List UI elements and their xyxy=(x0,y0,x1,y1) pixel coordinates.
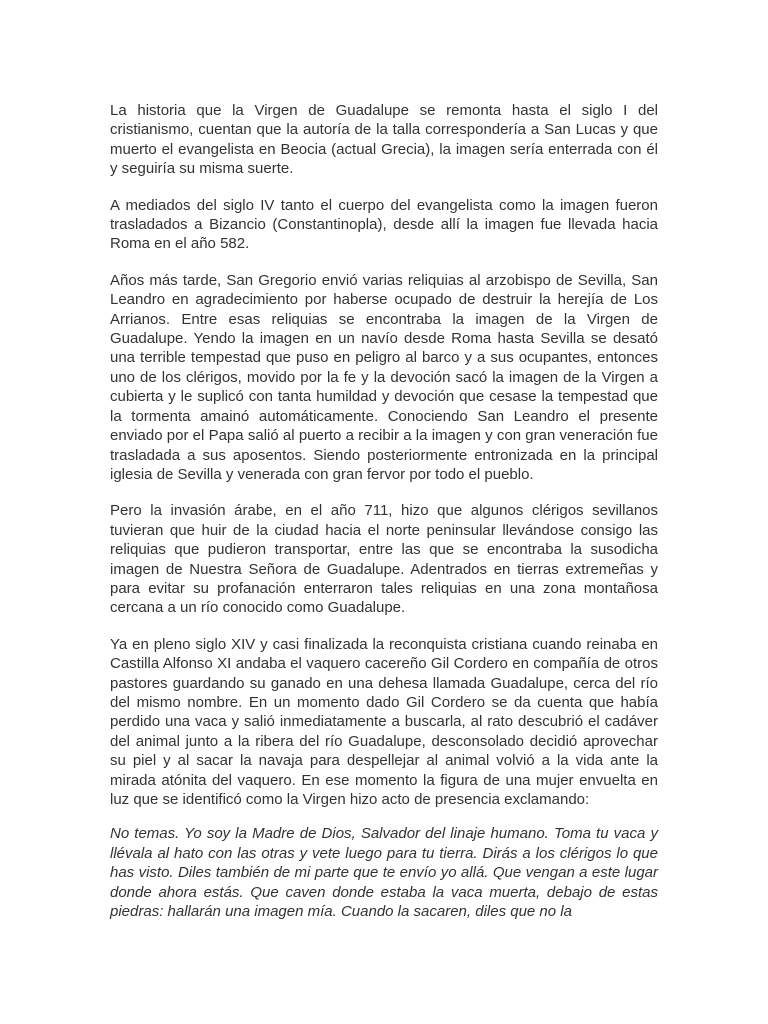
document-body xyxy=(110,101,658,921)
paragraph-invasion-arabe: Pero la invasión árabe, en el año 711, hizo que algunos clérigos sevillanos tuvieran que huir de la ciudad hacia el norte peninsular llevándose consigo las reliquias que pudieron transportar, entre las que se encontraba la susodicha imagen de Nuestra Señora de Guadalupe. Adentrados en tierras extremeñas y para evitar su profanación enterraron tales reliquias en una zona montañosa cercana a un río conocido como Guadalupe. xyxy=(110,502,658,617)
paragraph-bizancio: A mediados del siglo IV tanto el cuerpo del evangelista como la imagen fueron trasladados a Bizancio (Constantinopla), desde allí la imagen fue llevada hacia Roma en el año 582. xyxy=(110,196,658,253)
paragraph-origin: La historia que la Virgen de Guadalupe se remonta hasta el siglo I del cristianismo, cuentan que la autoría de la talla correspondería a San Lucas y que muerto el evangelista en Beocia (actual Grecia), la imagen sería enterrada con él y seguiría su misma suerte. xyxy=(110,102,658,178)
paragraph-virgin-quote: No temas. Yo soy la Madre de Dios, Salvador del linaje humano. Toma tu vaca y llévala al hato con las otras y vete luego para tu tierra. Dirás a los clérigos lo que has visto. Diles también de mi parte que te envío yo allá. Que vengan a este lugar donde ahora estás. Que caven donde estaba la vaca muerta, debajo de estas piedras: hallarán una imagen mía. Cuando la sacaren, diles que no la xyxy=(110,825,658,921)
paragraph-gil-cordero: Ya en pleno siglo XIV y casi finalizada la reconquista cristiana cuando reinaba en Castilla Alfonso XI andaba el vaquero cacereño Gil Cordero en compañía de otros pastores guardando su ganado en una dehesa llamada Guadalupe, cerca del río del mismo nombre. En un momento dado Gil Cordero se da cuenta que había perdido una vaca y salió inmediatamente a buscarla, al rato descubrió el cadáver del animal junto a la ribera del río Guadalupe, desconsolado decidió aprovechar su piel y al sacar la navaja para despellejar al animal volvió a la vida ante la mirada atónita del vaquero. En ese momento la figura de una mujer envuelta en luz que se identificó como la Virgen hizo acto de presencia exclamando: xyxy=(110,635,658,808)
paragraph-san-gregorio: Años más tarde, San Gregorio envió varias reliquias al arzobispo de Sevilla, San Leandro en agradecimiento por haberse ocupado de destruir la herejía de Los Arrianos. Entre esas reliquias se encontraba la imagen de la Virgen de Guadalupe. Yendo la imagen en un navío desde Roma hasta Sevilla se desató una terrible tempestad que puso en peligro al barco y a sus ocupantes, entonces uno de los clérigos, movido por la fe y la devoción sacó la imagen de la Virgen a cubierta y le suplicó con tanta humildad y devoción que cesase la tempestad que la tormenta amainó automáticamente. Conociendo San Leandro el presente enviado por el Papa salió al puerto a recibir a la imagen y con gran veneración fue trasladada a sus aposentos. Siendo posteriormente entronizada en la principal iglesia de Sevilla y venerada con gran fervor por todo el pueblo. xyxy=(110,271,658,483)
